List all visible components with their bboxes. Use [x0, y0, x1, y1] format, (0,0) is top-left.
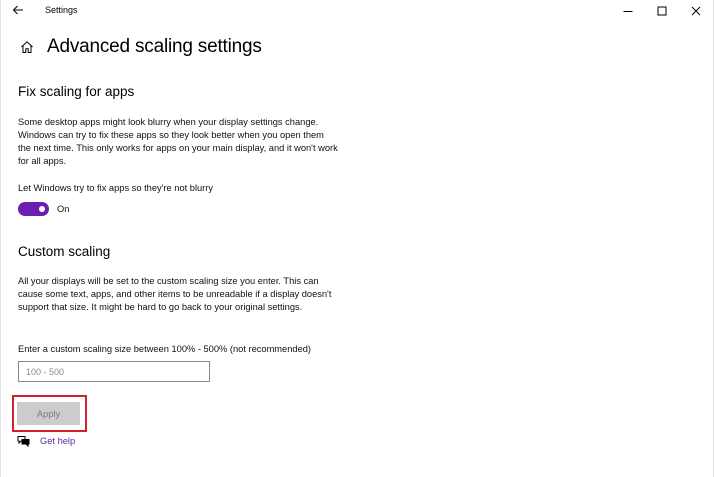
- apply-button[interactable]: Apply: [17, 402, 80, 425]
- custom-scaling-input[interactable]: [18, 361, 210, 382]
- title-bar: [1, 0, 713, 22]
- get-help-link[interactable]: Get help: [40, 436, 76, 446]
- chat-bubbles-icon: [17, 435, 30, 447]
- home-button[interactable]: [19, 39, 35, 55]
- fix-apps-toggle[interactable]: [18, 202, 49, 216]
- back-button[interactable]: [11, 3, 25, 17]
- close-button[interactable]: [679, 0, 713, 22]
- custom-scaling-title: Custom scaling: [18, 244, 111, 259]
- custom-scaling-input-label: Enter a custom scaling size between 100% - 500% (not recommended): [18, 344, 312, 354]
- fix-scaling-title: Fix scaling for apps: [18, 84, 135, 99]
- window-controls: [611, 0, 713, 22]
- maximize-button[interactable]: [645, 0, 679, 22]
- custom-scaling-description: All your displays will be set to the custom scaling size you enter. This can cause some text, apps, and other items to be unreadable if a display doesn't support that size. It might be hard to go back to your original settings.: [18, 276, 332, 312]
- minimize-button[interactable]: [611, 0, 645, 22]
- home-icon: [20, 40, 34, 54]
- help-button-icon: [17, 435, 30, 447]
- fix-apps-toggle-row: [18, 202, 69, 216]
- page-title: Advanced scaling settings: [47, 36, 262, 57]
- arrow-left-icon: [12, 5, 24, 15]
- maximize-icon: [657, 6, 667, 16]
- get-help-row[interactable]: [17, 435, 75, 447]
- fix-apps-toggle-label: Let Windows try to fix apps so they're not blurry: [18, 183, 214, 193]
- toggle-knob: [39, 206, 45, 212]
- fix-scaling-description: Some desktop apps might look blurry when your display settings change. Windows can try to fix these apps so they look better when you open them the next time. This only works for apps on your main display, and it won't work for all apps.: [18, 117, 338, 166]
- page-header: [19, 36, 262, 58]
- toggle-state-text: On: [57, 204, 70, 214]
- minimize-icon: [623, 6, 633, 16]
- close-icon: [691, 6, 701, 16]
- window-title: Settings: [45, 5, 78, 15]
